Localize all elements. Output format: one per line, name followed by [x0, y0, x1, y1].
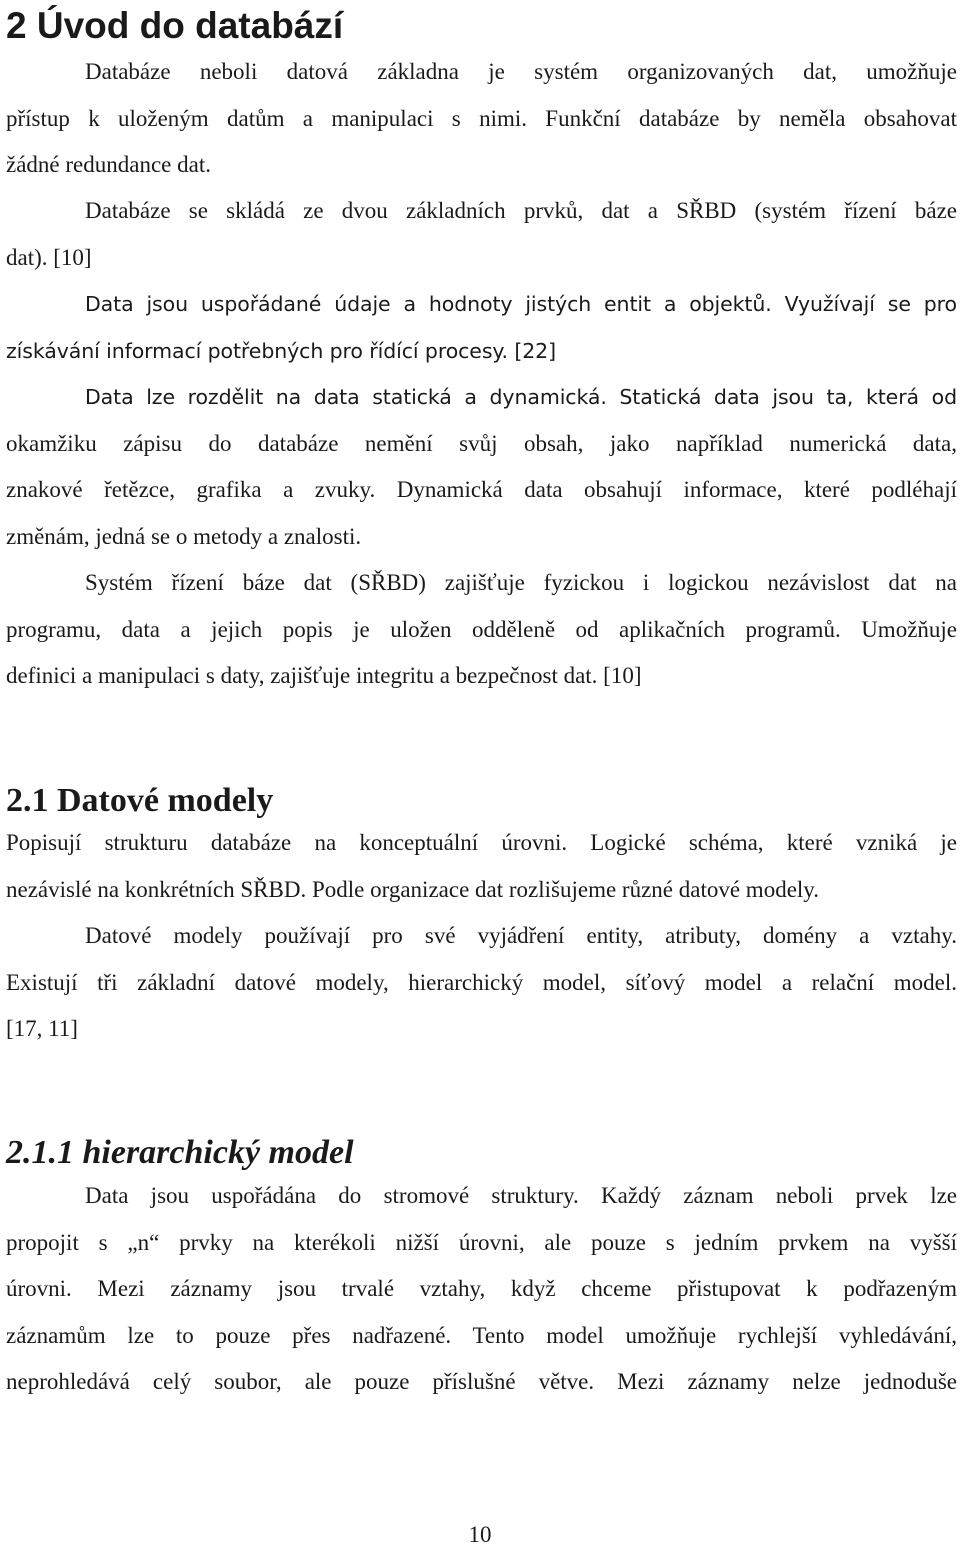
- text-line: žádné redundance dat.: [6, 152, 211, 177]
- text-line: okamžiku zápisu do databáze nemění svůj obsah, jako například numerická data,: [6, 430, 957, 456]
- text-line: Databáze neboli datová základna je systém organizovaných dat, umožňuje: [85, 59, 957, 84]
- text-line: propojit s „n“ prvky na kterékoli nižší úrovni, ale pouze s jedním prvkem na vyšší: [6, 1229, 957, 1255]
- subsection-paragraph-1: [6, 1173, 957, 1406]
- text-line: přístup k uloženým datům a manipulaci s nimi. Funkční databáze by neměla obsahovat: [6, 105, 957, 131]
- text-line: Data jsou uspořádána do stromové struktury. Každý záznam neboli prvek lze: [85, 1183, 957, 1208]
- chapter-paragraph-3: [6, 281, 957, 374]
- chapter-paragraph-5: [6, 560, 957, 700]
- text-line: Data lze rozdělit na data statická a dynamická. Statická data jsou ta, která od: [85, 385, 957, 409]
- text-line: získávání informací potřebných pro řídící procesy. [22]: [6, 338, 557, 363]
- text-line: úrovni. Mezi záznamy jsou trvalé vztahy, když chceme přistupovat k podřazeným: [6, 1276, 957, 1301]
- text-line: nezávislé na konkrétních SŘBD. Podle organizace dat rozlišujeme různé datové modely.: [6, 876, 820, 902]
- section-paragraph-1: [6, 820, 957, 913]
- text-line: Popisují strukturu databáze na konceptuální úrovni. Logické schéma, které vzniká je: [6, 830, 957, 855]
- chapter-paragraph-4: [6, 374, 957, 560]
- text-line: [17, 11]: [6, 1016, 78, 1041]
- text-line: Systém řízení báze dat (SŘBD) zajišťuje fyzickou i logickou nezávislost dat na: [85, 570, 957, 595]
- text-line: programu, data a jejich popis je uložen odděleně od aplikačních programů. Umožňuje: [6, 616, 957, 642]
- chapter-paragraph-1: [6, 49, 957, 189]
- text-line: Databáze se skládá ze dvou základních prvků, dat a SŘBD (systém řízení báze: [85, 198, 957, 223]
- section-title: 2.1 Datové modely: [6, 782, 274, 819]
- text-line: Datové modely používají pro své vyjádření entity, atributy, domény a vztahy.: [85, 923, 957, 948]
- text-line: změnám, jedná se o metody a znalosti.: [6, 523, 362, 549]
- text-line: neprohledává celý soubor, ale pouze příslušné větve. Mezi záznamy nelze jednoduše: [6, 1369, 957, 1394]
- text-line: dat). [10]: [6, 244, 92, 270]
- text-line: záznamům lze to pouze přes nadřazené. Tento model umožňuje rychlejší vyhledávání,: [6, 1322, 957, 1348]
- page-number: 10: [468, 1522, 492, 1547]
- section-paragraph-2: [6, 913, 957, 1053]
- text-line: definici a manipulaci s daty, zajišťuje integritu a bezpečnost dat. [10]: [6, 663, 642, 688]
- text-line: Existují tři základní datové modely, hierarchický model, síťový model a relační model.: [6, 969, 957, 995]
- chapter-paragraph-2: [6, 188, 957, 281]
- text-line: Data jsou uspořádané údaje a hodnoty jistých entit a objektů. Využívají se pro: [85, 292, 957, 316]
- chapter-title: 2 Úvod do databází: [6, 5, 344, 46]
- text-line: znakové řetězce, grafika a zvuky. Dynamická data obsahují informace, které podléhají: [6, 477, 957, 502]
- subsection-title: 2.1.1 hierarchický model: [6, 1134, 354, 1171]
